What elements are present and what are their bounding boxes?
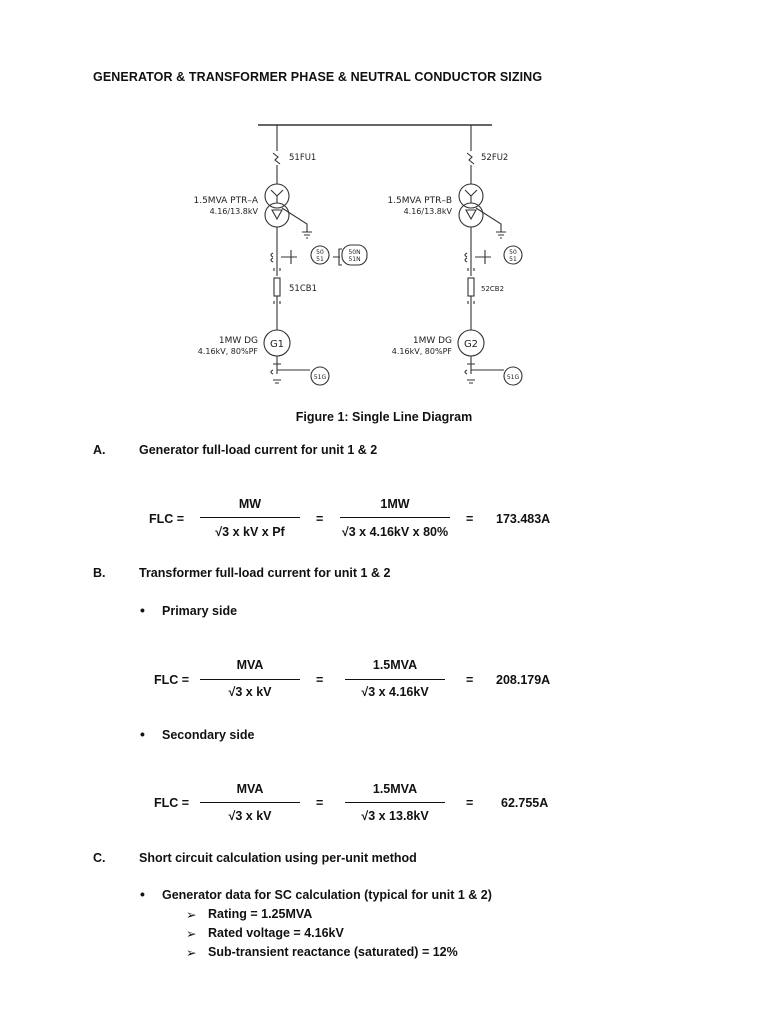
- formula-b2-numerator-1: MVA: [236, 782, 264, 796]
- formula-a-numerator-1: MW: [238, 497, 262, 511]
- figure-caption: Figure 1: Single Line Diagram: [295, 410, 473, 424]
- formula-b1-equals-2: =: [466, 673, 474, 687]
- left-fuse-icon: [273, 153, 280, 164]
- formula-a-fraction-line-1: [200, 517, 300, 518]
- left-generator-name: 1MW DG: [218, 336, 258, 346]
- formula-b2-fraction-line-1: [200, 802, 300, 803]
- page-title: GENERATOR & TRANSFORMER PHASE & NEUTRAL CONDUCTOR SIZING: [93, 70, 543, 84]
- formula-b2-denominator-2: √3 x 13.8kV: [361, 809, 429, 823]
- single-line-diagram: [170, 118, 550, 398]
- formula-b2-denominator-1: √3 x kV: [228, 809, 272, 823]
- left-breaker-label: 51CB1: [289, 284, 317, 294]
- arrow-bullet-icon: ➢: [186, 927, 197, 941]
- left-generator-symbol: G1: [269, 339, 285, 350]
- section-a-heading: Generator full-load current for unit 1 & 2: [139, 443, 378, 457]
- formula-a-equals-1: =: [316, 512, 324, 526]
- formula-a-fraction-line-2: [340, 517, 450, 518]
- relay-51n-label: 51N: [348, 256, 361, 263]
- right-fuse-icon: [467, 153, 474, 164]
- left-transformer-voltage: 4.16/13.8kV: [209, 207, 258, 216]
- formula-a-denominator-1: √3 x kV x Pf: [215, 525, 285, 539]
- formula-b1-denominator-2: √3 x 4.16kV: [361, 685, 429, 699]
- formula-b2-fraction-line-2: [345, 802, 445, 803]
- formula-b1-numerator-1: MVA: [236, 658, 264, 672]
- bullet-secondary-side: Secondary side: [162, 728, 255, 742]
- right-relay-51g-label: 51G: [506, 374, 520, 381]
- formula-b1-equals-1: =: [316, 673, 324, 687]
- relay-50n-label: 50N: [348, 249, 361, 256]
- right-relay-51-label: 51: [509, 256, 517, 263]
- section-b-letter: B.: [93, 566, 106, 580]
- arrow-bullet-icon: ➢: [186, 946, 197, 960]
- section-b-heading: Transformer full-load current for unit 1 & 2: [139, 566, 391, 580]
- right-fuse-label: 52FU2: [481, 153, 509, 163]
- right-transformer-voltage: 4.16/13.8kV: [403, 207, 452, 216]
- formula-b2-lhs: FLC =: [154, 796, 190, 810]
- list-item-reactance: Sub-transient reactance (saturated) = 12%: [208, 945, 458, 959]
- right-generator-symbol: G2: [463, 339, 479, 350]
- formula-b1-fraction-line-2: [345, 679, 445, 680]
- left-ct-icon: [271, 253, 273, 262]
- bullet-generator-data: Generator data for SC calculation (typical for unit 1 & 2): [162, 888, 492, 902]
- section-c-heading: Short circuit calculation using per-unit method: [139, 851, 417, 865]
- right-relay-50-label: 50: [509, 249, 517, 256]
- formula-a-lhs: FLC =: [149, 512, 185, 526]
- left-relay-51g-label: 51G: [313, 374, 327, 381]
- right-breaker-label: 52CB2: [481, 285, 505, 293]
- formula-b2-equals-1: =: [316, 796, 324, 810]
- left-relay-50-label: 50: [316, 249, 324, 256]
- bullet-icon: •: [140, 726, 145, 742]
- formula-b1-result: 208.179A: [496, 673, 551, 687]
- left-fuse-label: 51FU1: [289, 153, 317, 163]
- right-transformer-secondary-icon: [459, 203, 483, 227]
- formula-a-denominator-2: √3 x 4.16kV x 80%: [341, 525, 449, 539]
- left-breaker-icon: [274, 278, 280, 296]
- formula-b1-lhs: FLC =: [154, 673, 190, 687]
- section-a-letter: A.: [93, 443, 106, 457]
- left-transformer-secondary-icon: [265, 203, 289, 227]
- right-ct-icon: [465, 253, 467, 262]
- formula-a-result: 173.483A: [496, 512, 551, 526]
- right-generator-rating: 4.16kV, 80%PF: [391, 347, 452, 356]
- formula-b2-equals-2: =: [466, 796, 474, 810]
- formula-b1-fraction-line-1: [200, 679, 300, 680]
- formula-a-numerator-2: 1MW: [380, 497, 410, 511]
- bullet-icon: •: [140, 602, 145, 618]
- formula-b2-result: 62.755A: [501, 796, 549, 810]
- arrow-bullet-icon: ➢: [186, 908, 197, 922]
- left-generator-rating: 4.16kV, 80%PF: [197, 347, 258, 356]
- formula-b1-denominator-1: √3 x kV: [228, 685, 272, 699]
- right-transformer-name: 1.5MVA PTR–B: [387, 196, 452, 206]
- bullet-icon: •: [140, 886, 145, 902]
- left-transformer-name: 1.5MVA PTR–A: [193, 196, 258, 206]
- formula-b1-numerator-2: 1.5MVA: [372, 658, 418, 672]
- formula-b2-numerator-2: 1.5MVA: [372, 782, 418, 796]
- left-relay-51-label: 51: [316, 256, 324, 263]
- section-c-letter: C.: [93, 851, 106, 865]
- bullet-primary-side: Primary side: [162, 604, 238, 618]
- list-item-rating: Rating = 1.25MVA: [208, 907, 313, 921]
- list-item-rated-voltage: Rated voltage = 4.16kV: [208, 926, 344, 940]
- right-breaker-icon: [468, 278, 474, 296]
- right-generator-name: 1MW DG: [412, 336, 452, 346]
- formula-a-equals-2: =: [466, 512, 474, 526]
